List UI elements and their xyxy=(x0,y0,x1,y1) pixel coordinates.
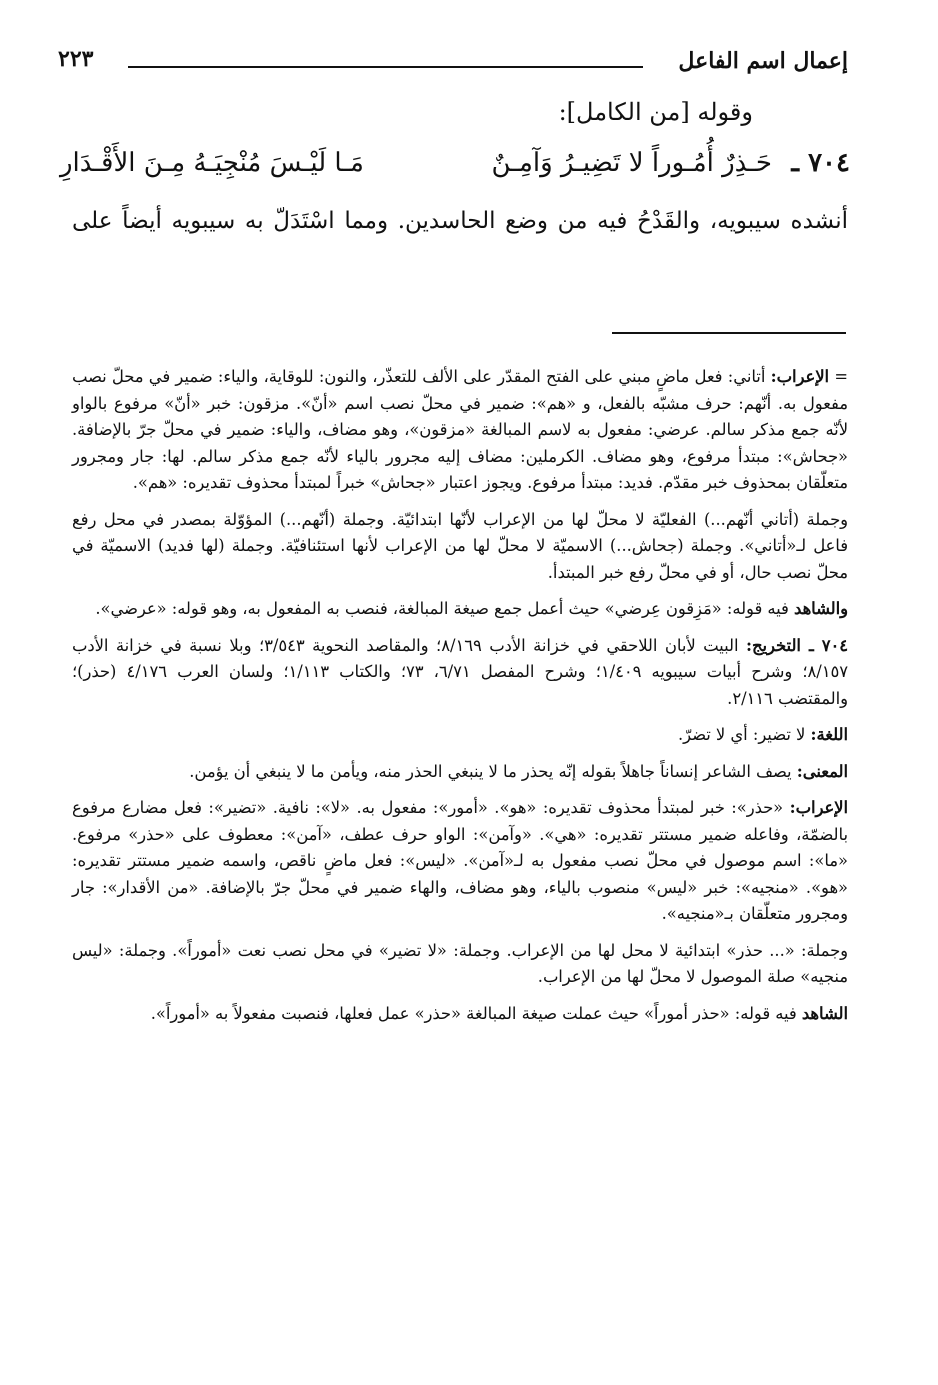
second-hemistich: مَـا لَيْـسَ مُنْجِيَـهُ مِـنَ الأَقْـدَارِ xyxy=(60,148,364,178)
header-rule xyxy=(128,66,643,68)
running-header xyxy=(58,44,848,84)
body-text: أنشده سيبويه، والقَدْحُ فيه من وضع الحاسدين. ومما اسْتَدَلّ به سيبويه أيضاً على xyxy=(72,208,848,234)
verse-intro: وقوله [من الكامل]: xyxy=(558,98,753,126)
page-number: ٢٢٣ xyxy=(58,46,94,72)
verse-number: ٧٠٤ ـ xyxy=(791,148,850,178)
note-label: اللغة: xyxy=(810,725,848,744)
footnote-evidence: والشاهد فيه قوله: «مَزِقون عِرضي» حيث أعمل جمع صيغة المبالغة، فنصب به المفعول به، وهو قوله: «عرضي». xyxy=(95,599,848,618)
note-label: المعنى: xyxy=(796,761,848,781)
poem-verse xyxy=(60,148,850,192)
note-label: الإعراب: xyxy=(770,367,830,386)
footnote-clauses: وجملة: «... حذر» ابتدائية لا محل لها من الإعراب. وجملة: «لا تضير» في محل نصب نعت «أموراً». وجملة: «ليس منجيه» صلة الموصول لا محلّ لها من الإعراب. xyxy=(72,940,848,986)
note-label: والشاهد xyxy=(794,599,848,618)
note-label: ٧٠٤ ـ التخريج: xyxy=(746,635,848,655)
footnote-meaning: المعنى: يصف الشاعر إنساناً جاهلاً بقوله إنّه يحذر ما لا ينبغي الحذر منه، ويأمن ما لا ينبغي أن يؤمن. xyxy=(189,761,848,781)
footnote-parsing-continued: = الإعراب: أتاني: فعل ماضٍ مبني على الفتح المقدّر على الألف للتعذّر، والنون: للوقاية، والياء: ضمير في محلّ نصب مفعول به. أنّهم: حرف مشبّه بالفعل، و «هم»: ضمير في محلّ نصب اسم «أنّ». مزقون: خبر «أنّ» مرفوع بالواو لأنّه جمع مذكر سالم. عرضي: مفعول به لاسم المبالغة «مزقون»، وهو مضاف، والياء: ضمير في محلّ جرّ بالإضافة. «جحاش»: مبتدأ مرفوع، وهو مضاف. الكرملين: مضاف إليه مجرور بالياء لأنّه جمع مذكر سالم. لها: جار ومجرور متعلّقان بمحذوف خبر مقدّم. فديد: مبتدأ مرفوع. ويجوز اعتبار «جحاش» خبراً لمبتدأ محذوف تقديره: «هم». xyxy=(72,367,848,492)
footnote-sources: ٧٠٤ ـ التخريج: البيت لأبان اللاحقي في خزانة الأدب ٨/١٦٩؛ والمقاصد النحوية ٣/٥٤٣؛ وبلا نسبة في خزانة الأدب ٨/١٥٧؛ وشرح أبيات سيبويه ١/٤٠٩؛ وشرح المفصل ٦/٧١، ٧٣؛ والكتاب ١/١١٣؛ ولسان العرب ٤/١٧٦ (حذر)؛ والمقتضب ٢/١١٦. xyxy=(72,635,848,708)
footnotes xyxy=(72,364,848,1037)
chapter-title: إعمال اسم الفاعل xyxy=(678,48,848,74)
footnote-vocabulary: اللغة: لا تضير: أي لا تضرّ. xyxy=(677,725,848,744)
note-label: الشاهد xyxy=(801,1003,848,1023)
first-hemistich: حَـذِرٌ أُمُـوراً لا تَضِيـرُ وَآمِـنٌ xyxy=(491,148,772,178)
footnote-evidence-2: الشاهد فيه قوله: «حذر أموراً» حيث عملت صيغة المبالغة «حذر» عمل فعلها، فنصبت مفعولاً به «أموراً». xyxy=(150,1003,848,1023)
footnote-sentences: وجملة (أتاني أنّهم...) الفعليّة لا محلّ لها من الإعراب لأنّها ابتدائيّة. وجملة (أنّهم...) المؤوّلة بمصدر في محل رفع فاعل لـ«أتاني». وجملة (جحاش...) الاسميّة لا محلّ لها من الإعراب لأنها استئنافيّة. وجملة (لها فديد) الاسميّة في محلّ نصب حال، أو في محلّ رفع خبر المبتدأ. xyxy=(72,509,848,582)
footnote-parsing: الإعراب: «حذر»: خبر لمبتدأ محذوف تقديره: «هو». «أمور»: مفعول به. «لا»: نافية. «تضير»: فعل مضارع مرفوع بالضمّة، وفاعله ضمير مستتر تقديره: «هي». «وآمن»: الواو حرف عطف، «آمن»: معطوف على «حذر» مرفوع. «ما»: اسم موصول في محلّ نصب مفعول به لـ«آمن». «ليس»: فعل ماضٍ ناقص، واسمه ضمير مستتر تقديره: «هو». «منجيه»: خبر «ليس» منصوب بالياء، وهو مضاف، والهاء ضمير في محلّ جرّ بالإضافة. «من الأقدار»: جار ومجرور متعلّقان بـ«منجيه». xyxy=(72,798,848,923)
footnote-separator xyxy=(612,332,846,334)
note-label: الإعراب: xyxy=(789,798,848,817)
